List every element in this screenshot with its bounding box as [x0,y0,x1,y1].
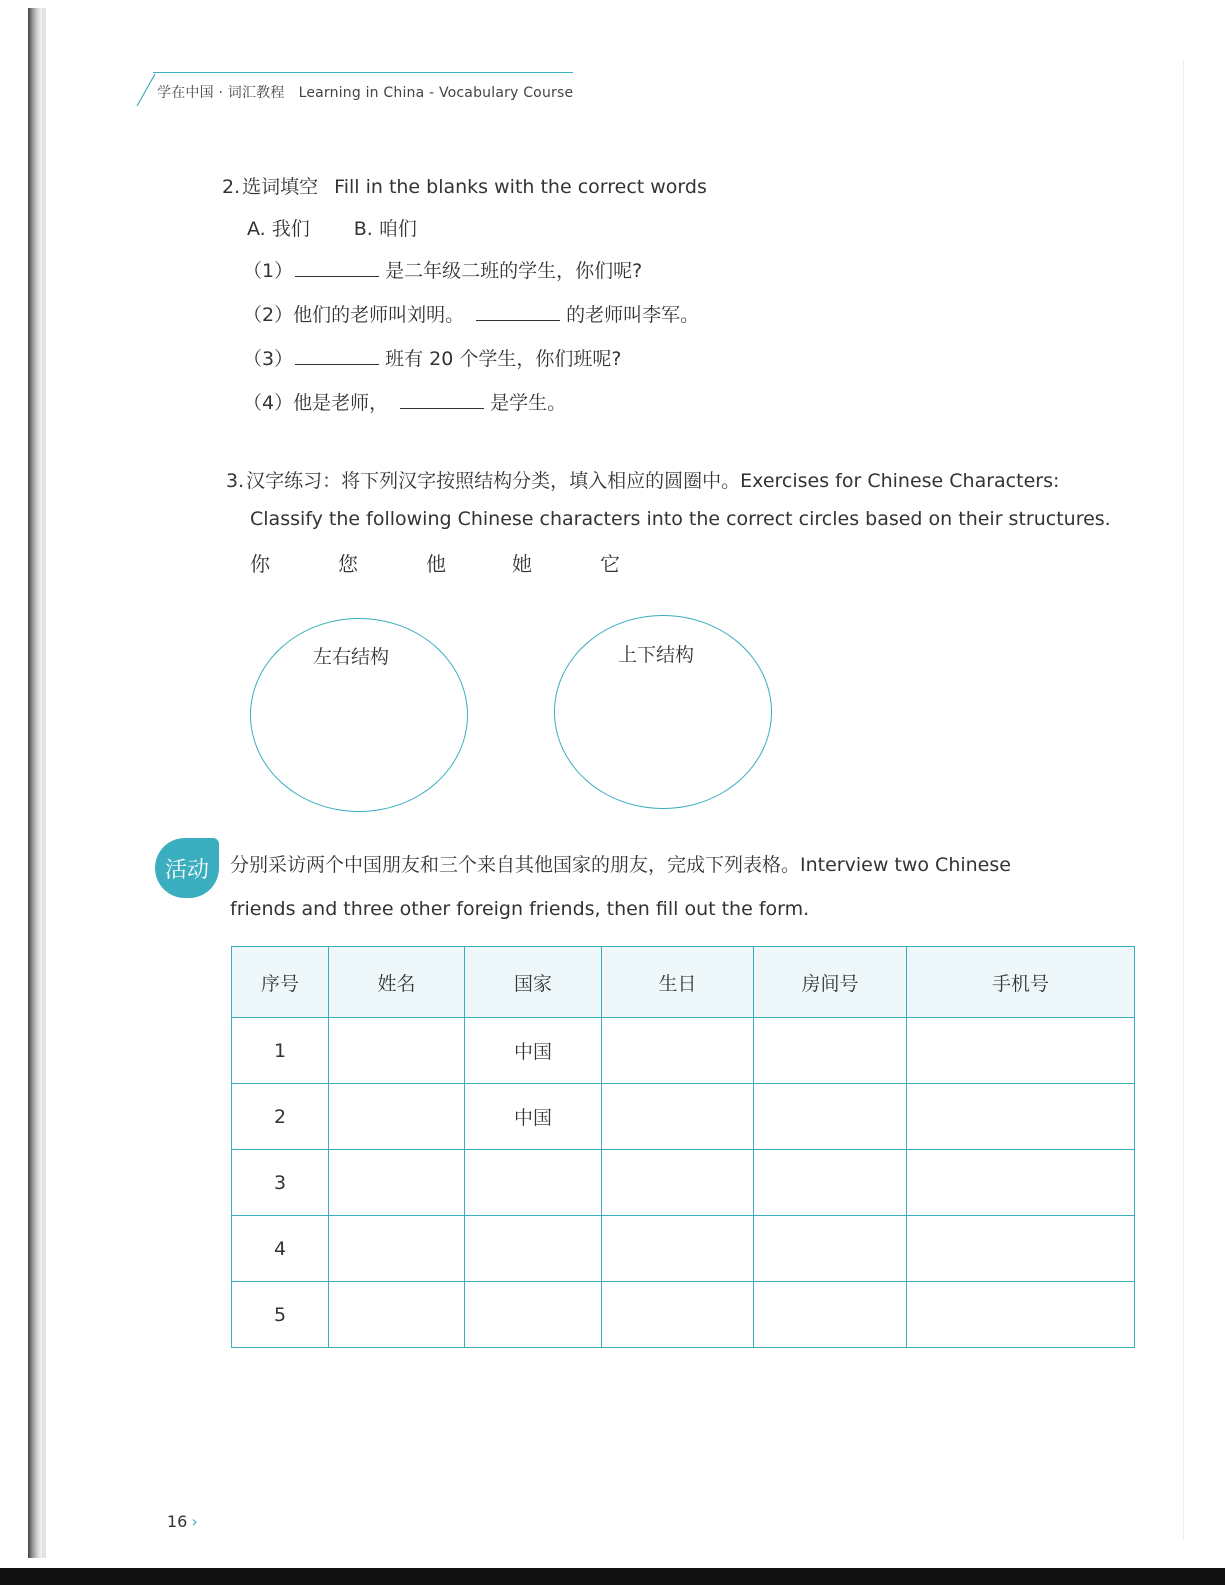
section3-title [226,466,1059,493]
cell-country[interactable] [465,1216,602,1282]
section3-number: 3. [226,470,245,492]
section2-title-en: Fill in the blanks with the correct words [334,176,707,198]
cell-index: 2 [232,1084,329,1150]
header-title-cn: 学在中国 · 词汇教程 [157,85,285,101]
item-text-after: 的老师叫李军。 [566,304,700,326]
section2-options [247,214,417,241]
cell-country: 中国 [465,1084,602,1150]
cell-room-number[interactable] [754,1282,907,1348]
section3-title-cn: 汉字练习：将下列汉字按照结构分类，填入相应的圆圈中。 [246,470,741,492]
page-edge [1183,60,1184,1540]
cell-birthday[interactable] [602,1150,754,1216]
circle-label-top-bottom: 上下结构 [618,644,695,666]
activity-text-en-1: Interview two Chinese [800,854,1011,876]
item-text-after: 班有 20 个学生，你们班呢? [385,348,622,370]
exercise-item-1 [243,256,642,283]
table-header-row [232,947,1135,1018]
cell-birthday[interactable] [602,1282,754,1348]
header-birthday: 生日 [602,947,754,1018]
activity-text-cn: 分别采访两个中国朋友和三个来自其他国家的朋友，完成下列表格。 [230,854,801,876]
header-room-number: 房间号 [754,947,907,1018]
cell-birthday[interactable] [602,1084,754,1150]
cell-phone-number[interactable] [907,1018,1135,1084]
page-arrow-icon: › [191,1512,198,1531]
exercise-item-2 [243,300,699,327]
cell-country[interactable] [465,1150,602,1216]
item-label: （4） [243,392,294,414]
cell-country[interactable] [465,1282,602,1348]
item-label: （2） [243,304,294,326]
cell-room-number[interactable] [754,1216,907,1282]
character-item: 您 [338,552,358,576]
header-slash-icon [135,68,159,108]
table-row [232,1216,1135,1282]
cell-room-number[interactable] [754,1018,907,1084]
cell-room-number[interactable] [754,1150,907,1216]
cell-index: 3 [232,1150,329,1216]
header-phone-number: 手机号 [907,947,1135,1018]
cell-index: 5 [232,1282,329,1348]
header-rule [153,72,573,73]
answer-blank-3[interactable] [295,346,379,365]
interview-form-table [231,946,1135,1348]
item-label: （3） [243,348,294,370]
section3-title-en-2: Classify the following Chinese characters into the correct circles based on their structures. [250,508,1111,530]
table-row [232,1282,1135,1348]
section2-title [222,172,707,199]
cell-room-number[interactable] [754,1084,907,1150]
cell-country: 中国 [465,1018,602,1084]
answer-blank-4[interactable] [400,390,484,409]
cell-name[interactable] [329,1150,465,1216]
scan-bottom-edge [0,1568,1225,1585]
cell-index: 1 [232,1018,329,1084]
header-name: 姓名 [329,947,465,1018]
table-row [232,1150,1135,1216]
header-text [157,82,573,102]
header-index: 序号 [232,947,329,1018]
character-item: 它 [600,552,620,576]
cell-phone-number[interactable] [907,1150,1135,1216]
section3-title-en-1: Exercises for Chinese Characters: [740,470,1060,492]
cell-name[interactable] [329,1018,465,1084]
book-spine [28,8,42,1558]
cell-phone-number[interactable] [907,1282,1135,1348]
table-row [232,1018,1135,1084]
exercise-item-3 [243,344,621,371]
cell-name[interactable] [329,1216,465,1282]
book-spine-edge [42,8,46,1558]
item-text-after: 是学生。 [490,392,567,414]
cell-birthday[interactable] [602,1216,754,1282]
cell-index: 4 [232,1216,329,1282]
character-item: 你 [250,552,270,576]
cell-phone-number[interactable] [907,1216,1135,1282]
item-text-before: 他们的老师叫刘明。 [293,304,465,326]
item-text-before: 他是老师， [293,392,389,414]
item-text-after: 是二年级二班的学生，你们呢? [385,260,643,282]
cell-name[interactable] [329,1282,465,1348]
activity-badge: 活动 [155,838,219,898]
page-number [167,1512,198,1531]
cell-name[interactable] [329,1084,465,1150]
option-b: B. 咱们 [353,218,417,240]
section2-title-cn: 选词填空 [242,176,319,198]
item-label: （1） [243,260,294,282]
activity-text-en-2: friends and three other foreign friends, then fill out the form. [230,898,810,920]
activity-instruction-line1 [230,850,1011,877]
circle-label-left-right: 左右结构 [313,646,390,668]
table-row [232,1084,1135,1150]
exercise-item-4 [243,388,566,415]
character-item: 他 [426,552,446,576]
header-title-en: Learning in China - Vocabulary Course [298,85,574,101]
answer-blank-2[interactable] [476,302,560,321]
character-item: 她 [512,552,532,576]
section2-number: 2. [222,176,241,198]
page-number-value: 16 [167,1512,188,1531]
header-country: 国家 [465,947,602,1018]
cell-birthday[interactable] [602,1018,754,1084]
answer-blank-1[interactable] [295,258,379,277]
cell-phone-number[interactable] [907,1084,1135,1150]
option-a: A. 我们 [247,218,310,240]
running-header [135,68,585,108]
